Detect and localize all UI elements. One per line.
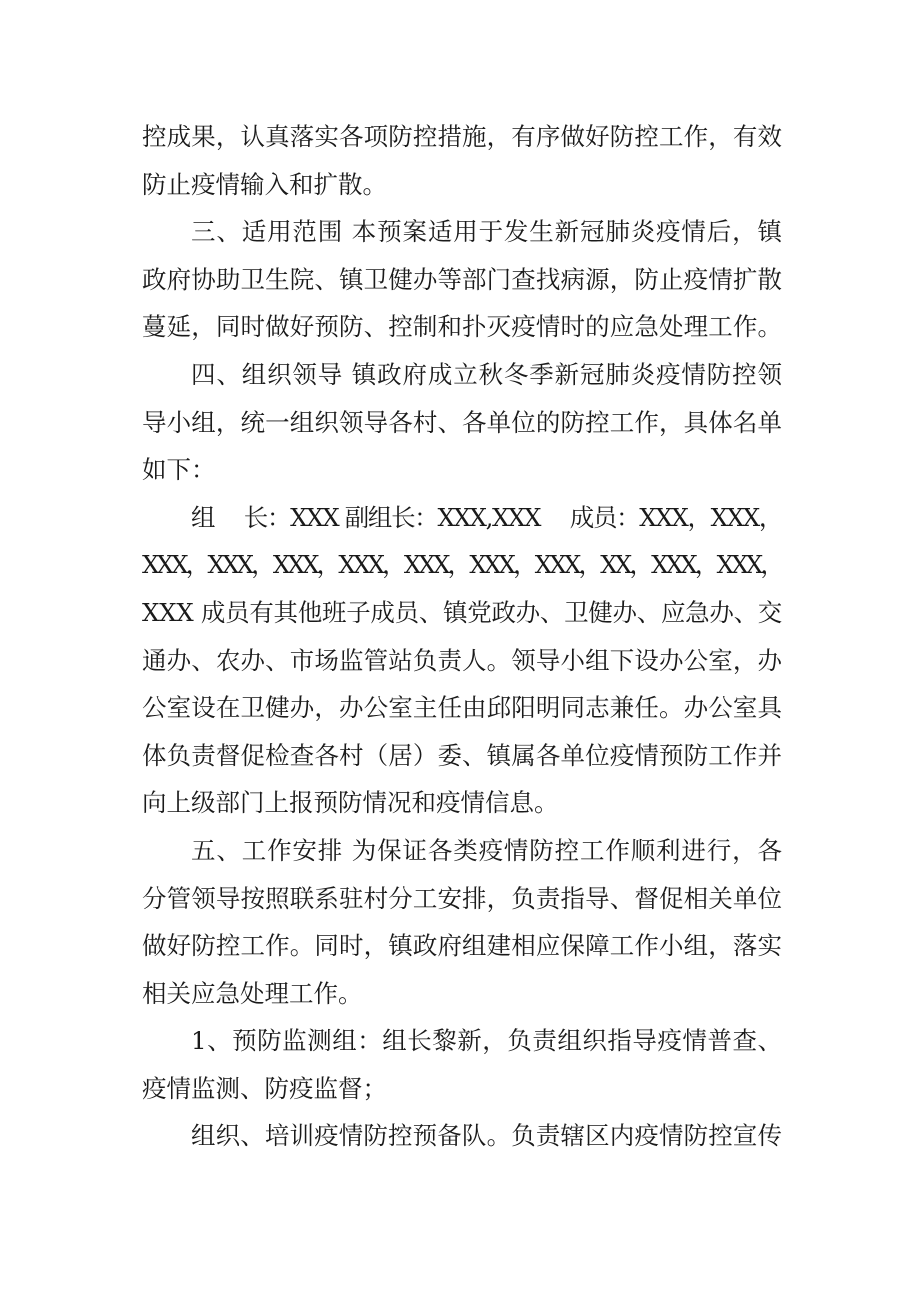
text-line: 如下： <box>142 455 216 485</box>
text-line: 政府协助卫生院、镇卫健办等部门查找病源，防止疫情扩散 <box>142 264 782 294</box>
document-body <box>142 113 782 1160</box>
member-list-line: XXX，XXX，XXX，XXX，XXX，XXX，XXX，XX，XXX，XXX， <box>142 550 782 580</box>
member-list-line: 组 长：XXX 副组长：XXX,XXX 成员：XXX，XXX， <box>191 502 782 532</box>
list-item-line: 1、预防监测组：组长黎新，负责组织指导疫情普查、 <box>191 1026 782 1056</box>
text-line: 分管领导按照联系驻村分工安排，负责指导、督促相关单位 <box>142 883 782 913</box>
text-line: 公室设在卫健办，办公室主任由邱阳明同志兼任。办公室具 <box>142 693 782 723</box>
text-line: 控成果，认真落实各项防控措施，有序做好防控工作，有效 <box>142 122 782 151</box>
section-heading-line: 四、组织领导 镇政府成立秋冬季新冠肺炎疫情防控领 <box>191 359 782 389</box>
text-line: 相关应急处理工作。 <box>142 978 363 1008</box>
text-line: 通办、农办、市场监管站负责人。领导小组下设办公室，办 <box>142 645 782 675</box>
text-line: 做好防控工作。同时，镇政府组建相应保障工作小组，落实 <box>142 931 782 961</box>
text-line: 蔓延，同时做好预防、控制和扑灭疫情时的应急处理工作。 <box>142 312 782 342</box>
text-line: 体负责督促检查各村（居）委、镇属各单位疫情预防工作并 <box>142 740 782 770</box>
text-line: 向上级部门上报预防情况和疫情信息。 <box>142 788 559 818</box>
text-line: 导小组，统一组织领导各村、各单位的防控工作，具体名单 <box>142 407 782 437</box>
text-line: 组织、培训疫情防控预备队。负责辖区内疫情防控宣传 <box>191 1121 782 1151</box>
text-line: XXX 成员有其他班子成员、镇党政办、卫健办、应急办、交 <box>142 597 782 627</box>
text-line: 疫情监测、防疫监督； <box>142 1073 387 1103</box>
text-line: 防止疫情输入和扩散。 <box>142 169 387 199</box>
section-heading-line: 三、适用范围 本预案适用于发生新冠肺炎疫情后，镇 <box>191 217 782 247</box>
section-heading-line: 五、工作安排 为保证各类疫情防控工作顺利进行，各 <box>191 835 782 865</box>
